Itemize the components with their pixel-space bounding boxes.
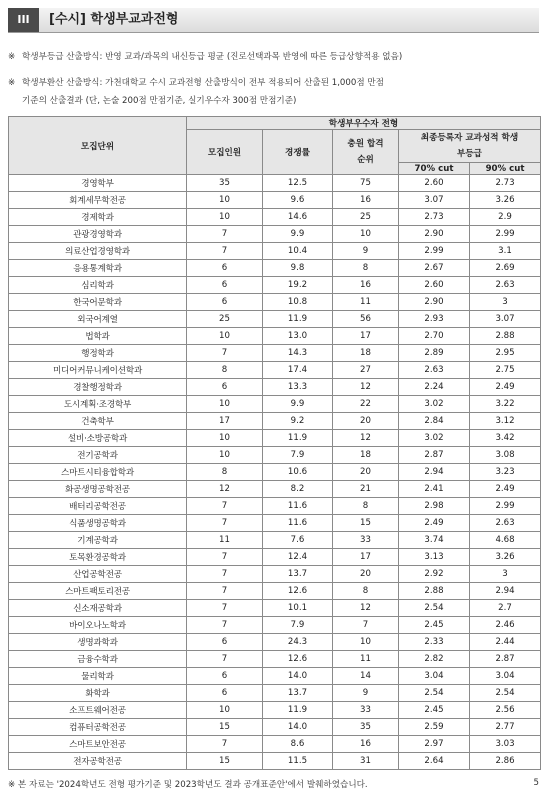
- admission-results-table: [8, 116, 541, 770]
- cell-quota: 6: [187, 277, 263, 294]
- cell-quota: 6: [187, 379, 263, 396]
- table-row: [9, 617, 541, 634]
- cell-competition: 19.2: [263, 277, 333, 294]
- table-row: [9, 328, 541, 345]
- cell-competition: 10.8: [263, 294, 333, 311]
- cell-70cut: 2.88: [399, 583, 470, 600]
- cell-90cut: 3.03: [470, 736, 541, 753]
- cell-unit: 법학과: [9, 328, 187, 345]
- cell-70cut: 2.45: [399, 617, 470, 634]
- section-title: [수시] 학생부교과전형: [49, 12, 179, 27]
- cell-waitlist: 33: [333, 702, 399, 719]
- cell-90cut: 2.54: [470, 685, 541, 702]
- note-mark: ※: [8, 78, 16, 88]
- table-row: [9, 498, 541, 515]
- cell-70cut: 2.98: [399, 498, 470, 515]
- cell-waitlist: 12: [333, 430, 399, 447]
- cell-unit: 심리학과: [9, 277, 187, 294]
- cell-90cut: 2.9: [470, 209, 541, 226]
- cell-70cut: 3.13: [399, 549, 470, 566]
- cell-competition: 9.9: [263, 226, 333, 243]
- cell-70cut: 2.92: [399, 566, 470, 583]
- cell-90cut: 2.86: [470, 753, 541, 770]
- cell-unit: 토목환경공학과: [9, 549, 187, 566]
- cell-90cut: 4.68: [470, 532, 541, 549]
- cell-90cut: 2.77: [470, 719, 541, 736]
- cell-competition: 8.6: [263, 736, 333, 753]
- cell-90cut: 2.99: [470, 498, 541, 515]
- cell-90cut: 2.87: [470, 651, 541, 668]
- table-row: [9, 702, 541, 719]
- table-row: [9, 379, 541, 396]
- cell-70cut: 2.24: [399, 379, 470, 396]
- cell-waitlist: 17: [333, 328, 399, 345]
- cell-90cut: 2.69: [470, 260, 541, 277]
- cell-quota: 6: [187, 634, 263, 651]
- cell-90cut: 2.56: [470, 702, 541, 719]
- cell-90cut: 2.49: [470, 481, 541, 498]
- cell-unit: 한국어문학과: [9, 294, 187, 311]
- cell-competition: 14.3: [263, 345, 333, 362]
- cell-70cut: 2.60: [399, 277, 470, 294]
- table-row: [9, 566, 541, 583]
- cell-waitlist: 11: [333, 651, 399, 668]
- note-text: 학생부환산 산출방식: 가천대학교 수시 교과전형 산출방식이 전부 적용되어 산출된 1,000점 만점: [22, 78, 384, 88]
- cell-competition: 17.4: [263, 362, 333, 379]
- cell-quota: 6: [187, 668, 263, 685]
- table-row: [9, 719, 541, 736]
- cell-90cut: 2.44: [470, 634, 541, 651]
- table-row: [9, 481, 541, 498]
- cell-waitlist: 33: [333, 532, 399, 549]
- col-header-competition: 경쟁률: [263, 130, 333, 175]
- cell-competition: 11.9: [263, 311, 333, 328]
- cell-waitlist: 17: [333, 549, 399, 566]
- cell-waitlist: 16: [333, 277, 399, 294]
- cell-70cut: 2.82: [399, 651, 470, 668]
- note-score-method: [8, 76, 384, 90]
- cell-70cut: 2.49: [399, 515, 470, 532]
- cell-competition: 12.4: [263, 549, 333, 566]
- cell-90cut: 3.12: [470, 413, 541, 430]
- page-number: 5: [533, 778, 539, 788]
- cell-90cut: 2.99: [470, 226, 541, 243]
- cell-waitlist: 11: [333, 294, 399, 311]
- cell-unit: 스마트팩토리전공: [9, 583, 187, 600]
- cell-unit: 금융수학과: [9, 651, 187, 668]
- cell-unit: 건축학부: [9, 413, 187, 430]
- cell-90cut: 3.07: [470, 311, 541, 328]
- cell-70cut: 2.33: [399, 634, 470, 651]
- cell-competition: 10.1: [263, 600, 333, 617]
- cell-90cut: 3.26: [470, 192, 541, 209]
- note-score-method-cont: [8, 94, 296, 108]
- cell-unit: 경제학과: [9, 209, 187, 226]
- note-text: 학생부등급 산출방식: 반영 교과/과목의 내신등급 평균 (진로선택과목 반영에 따른 등급상향적용 없음): [22, 52, 403, 62]
- cell-competition: 13.7: [263, 566, 333, 583]
- cell-waitlist: 16: [333, 736, 399, 753]
- cell-waitlist: 12: [333, 600, 399, 617]
- cell-90cut: 2.73: [470, 175, 541, 192]
- cell-competition: 13.7: [263, 685, 333, 702]
- cell-70cut: 2.54: [399, 685, 470, 702]
- cell-competition: 12.5: [263, 175, 333, 192]
- cell-competition: 12.6: [263, 651, 333, 668]
- table-row: [9, 532, 541, 549]
- col-header-group: 학생부우수자 전형: [187, 117, 541, 130]
- cell-unit: 소프트웨어전공: [9, 702, 187, 719]
- cell-competition: 11.6: [263, 515, 333, 532]
- cell-competition: 8.2: [263, 481, 333, 498]
- cell-70cut: 3.02: [399, 396, 470, 413]
- cell-unit: 스마트보안전공: [9, 736, 187, 753]
- cell-waitlist: 10: [333, 226, 399, 243]
- cell-unit: 배터리공학전공: [9, 498, 187, 515]
- table-row: [9, 583, 541, 600]
- cell-waitlist: 27: [333, 362, 399, 379]
- section-number: III: [8, 8, 39, 32]
- cell-90cut: 3.26: [470, 549, 541, 566]
- cell-unit: 행정학과: [9, 345, 187, 362]
- cell-quota: 25: [187, 311, 263, 328]
- cell-quota: 6: [187, 260, 263, 277]
- cell-unit: 생명과학과: [9, 634, 187, 651]
- table-row: [9, 277, 541, 294]
- cell-quota: 7: [187, 566, 263, 583]
- table-row: [9, 175, 541, 192]
- cell-competition: 11.9: [263, 702, 333, 719]
- cell-90cut: 2.63: [470, 277, 541, 294]
- table-row: [9, 736, 541, 753]
- cell-90cut: 3.1: [470, 243, 541, 260]
- table-row: [9, 294, 541, 311]
- cell-quota: 10: [187, 702, 263, 719]
- cell-70cut: 3.04: [399, 668, 470, 685]
- cell-quota: 8: [187, 464, 263, 481]
- cell-quota: 10: [187, 192, 263, 209]
- table-row: [9, 430, 541, 447]
- cell-waitlist: 21: [333, 481, 399, 498]
- cell-70cut: 2.84: [399, 413, 470, 430]
- cell-competition: 10.6: [263, 464, 333, 481]
- cell-waitlist: 35: [333, 719, 399, 736]
- note-grade-method: [8, 50, 402, 64]
- cell-waitlist: 8: [333, 260, 399, 277]
- table-row: [9, 685, 541, 702]
- cell-70cut: 2.67: [399, 260, 470, 277]
- cell-unit: 컴퓨터공학전공: [9, 719, 187, 736]
- cell-quota: 8: [187, 362, 263, 379]
- cell-unit: 설비·소방공학과: [9, 430, 187, 447]
- table-row: [9, 634, 541, 651]
- cell-quota: 7: [187, 583, 263, 600]
- cell-competition: 7.9: [263, 617, 333, 634]
- table-row: [9, 651, 541, 668]
- cell-quota: 6: [187, 294, 263, 311]
- cell-unit: 외국어계열: [9, 311, 187, 328]
- cell-90cut: 3: [470, 566, 541, 583]
- cell-70cut: 2.59: [399, 719, 470, 736]
- cell-70cut: 2.41: [399, 481, 470, 498]
- cell-competition: 11.5: [263, 753, 333, 770]
- cell-70cut: 2.63: [399, 362, 470, 379]
- cell-quota: 7: [187, 600, 263, 617]
- cell-waitlist: 20: [333, 464, 399, 481]
- cell-waitlist: 18: [333, 447, 399, 464]
- cell-waitlist: 25: [333, 209, 399, 226]
- cell-quota: 10: [187, 396, 263, 413]
- cell-competition: 9.8: [263, 260, 333, 277]
- cell-waitlist: 75: [333, 175, 399, 192]
- cell-90cut: 2.94: [470, 583, 541, 600]
- cell-70cut: 2.93: [399, 311, 470, 328]
- cell-quota: 7: [187, 736, 263, 753]
- table-row: [9, 447, 541, 464]
- cell-90cut: 3.04: [470, 668, 541, 685]
- cell-70cut: 2.45: [399, 702, 470, 719]
- cell-competition: 9.6: [263, 192, 333, 209]
- cell-unit: 물리학과: [9, 668, 187, 685]
- cell-competition: 7.9: [263, 447, 333, 464]
- section-header: [8, 8, 539, 33]
- cell-quota: 10: [187, 209, 263, 226]
- cell-competition: 14.0: [263, 668, 333, 685]
- table-body: [9, 175, 541, 770]
- cell-quota: 15: [187, 753, 263, 770]
- cell-quota: 10: [187, 447, 263, 464]
- cell-70cut: 2.64: [399, 753, 470, 770]
- cell-quota: 7: [187, 498, 263, 515]
- cell-70cut: 2.73: [399, 209, 470, 226]
- cell-competition: 13.0: [263, 328, 333, 345]
- cell-quota: 7: [187, 515, 263, 532]
- col-header-waitlist: 충원 합격 순위: [333, 130, 399, 175]
- cell-unit: 전기공학과: [9, 447, 187, 464]
- col-header-quota: 모집인원: [187, 130, 263, 175]
- cell-waitlist: 15: [333, 515, 399, 532]
- cell-70cut: 3.07: [399, 192, 470, 209]
- cell-unit: 회계세무학전공: [9, 192, 187, 209]
- cell-waitlist: 20: [333, 413, 399, 430]
- cell-70cut: 2.70: [399, 328, 470, 345]
- cell-quota: 7: [187, 345, 263, 362]
- cell-70cut: 2.97: [399, 736, 470, 753]
- cell-competition: 12.6: [263, 583, 333, 600]
- table-row: [9, 396, 541, 413]
- cell-unit: 산업공학전공: [9, 566, 187, 583]
- cell-70cut: 2.90: [399, 294, 470, 311]
- table-row: [9, 192, 541, 209]
- table-row: [9, 600, 541, 617]
- table-row: [9, 362, 541, 379]
- cell-unit: 바이오나노학과: [9, 617, 187, 634]
- cell-competition: 9.2: [263, 413, 333, 430]
- cell-unit: 전자공학전공: [9, 753, 187, 770]
- cell-90cut: 3.42: [470, 430, 541, 447]
- cell-70cut: 2.89: [399, 345, 470, 362]
- cell-90cut: 2.49: [470, 379, 541, 396]
- cell-70cut: 2.94: [399, 464, 470, 481]
- cell-waitlist: 8: [333, 498, 399, 515]
- cell-waitlist: 9: [333, 685, 399, 702]
- col-header-unit: 모집단위: [9, 117, 187, 175]
- cell-unit: 경영학부: [9, 175, 187, 192]
- table-row: [9, 345, 541, 362]
- cell-90cut: 2.46: [470, 617, 541, 634]
- cell-unit: 식품생명공학과: [9, 515, 187, 532]
- footer-note: ※ 본 자료는 '2024학년도 전형 평가기준 및 2023학년도 결과 공개표준안'에서 발췌하였습니다.: [8, 780, 368, 790]
- cell-90cut: 2.95: [470, 345, 541, 362]
- cell-unit: 경찰행정학과: [9, 379, 187, 396]
- cell-quota: 7: [187, 549, 263, 566]
- cell-waitlist: 31: [333, 753, 399, 770]
- cell-waitlist: 7: [333, 617, 399, 634]
- cell-90cut: 2.63: [470, 515, 541, 532]
- cell-competition: 10.4: [263, 243, 333, 260]
- table-row: [9, 464, 541, 481]
- cell-quota: 7: [187, 243, 263, 260]
- cell-unit: 신소재공학과: [9, 600, 187, 617]
- cell-quota: 6: [187, 685, 263, 702]
- cell-unit: 관광경영학과: [9, 226, 187, 243]
- cell-unit: 도시계획·조경학부: [9, 396, 187, 413]
- cell-70cut: 2.60: [399, 175, 470, 192]
- cell-waitlist: 18: [333, 345, 399, 362]
- cell-unit: 미디어커뮤니케이션학과: [9, 362, 187, 379]
- cell-quota: 15: [187, 719, 263, 736]
- cell-waitlist: 16: [333, 192, 399, 209]
- cell-unit: 화공생명공학전공: [9, 481, 187, 498]
- table-row: [9, 549, 541, 566]
- cell-90cut: 3.08: [470, 447, 541, 464]
- table-row: [9, 243, 541, 260]
- cell-waitlist: 8: [333, 583, 399, 600]
- cell-unit: 스마트시티융합학과: [9, 464, 187, 481]
- col-header-70cut: 70% cut: [399, 163, 470, 175]
- table-row: [9, 226, 541, 243]
- cell-quota: 17: [187, 413, 263, 430]
- col-header-90cut: 90% cut: [470, 163, 541, 175]
- table-row: [9, 668, 541, 685]
- table-row: [9, 209, 541, 226]
- cell-unit: 화학과: [9, 685, 187, 702]
- cell-competition: 14.0: [263, 719, 333, 736]
- cell-competition: 11.6: [263, 498, 333, 515]
- cell-quota: 7: [187, 617, 263, 634]
- table-row: [9, 753, 541, 770]
- cell-unit: 기계공학과: [9, 532, 187, 549]
- cell-70cut: 2.99: [399, 243, 470, 260]
- cell-unit: 의료산업경영학과: [9, 243, 187, 260]
- cell-competition: 7.6: [263, 532, 333, 549]
- table-row: [9, 515, 541, 532]
- cell-70cut: 3.02: [399, 430, 470, 447]
- table-row: [9, 260, 541, 277]
- cell-quota: 11: [187, 532, 263, 549]
- cell-unit: 응용통계학과: [9, 260, 187, 277]
- cell-waitlist: 20: [333, 566, 399, 583]
- col-header-grade-group: 최종등록자 교과성적 학생부등급: [399, 130, 541, 163]
- cell-quota: 10: [187, 430, 263, 447]
- cell-competition: 13.3: [263, 379, 333, 396]
- cell-competition: 9.9: [263, 396, 333, 413]
- cell-competition: 11.9: [263, 430, 333, 447]
- cell-waitlist: 14: [333, 668, 399, 685]
- cell-waitlist: 12: [333, 379, 399, 396]
- table-row: [9, 413, 541, 430]
- cell-waitlist: 10: [333, 634, 399, 651]
- cell-90cut: 3: [470, 294, 541, 311]
- note-mark: ※: [8, 52, 16, 62]
- cell-90cut: 3.23: [470, 464, 541, 481]
- cell-waitlist: 22: [333, 396, 399, 413]
- cell-70cut: 2.90: [399, 226, 470, 243]
- cell-quota: 10: [187, 328, 263, 345]
- cell-quota: 7: [187, 226, 263, 243]
- cell-70cut: 2.87: [399, 447, 470, 464]
- cell-90cut: 2.7: [470, 600, 541, 617]
- cell-waitlist: 56: [333, 311, 399, 328]
- cell-quota: 7: [187, 651, 263, 668]
- note-text: 기준의 산출결과 (단, 논술 200점 만점기준, 실기우수자 300점 만점기준): [22, 96, 297, 106]
- cell-quota: 35: [187, 175, 263, 192]
- cell-competition: 14.6: [263, 209, 333, 226]
- cell-competition: 24.3: [263, 634, 333, 651]
- cell-quota: 12: [187, 481, 263, 498]
- cell-90cut: 2.88: [470, 328, 541, 345]
- cell-70cut: 3.74: [399, 532, 470, 549]
- cell-90cut: 3.22: [470, 396, 541, 413]
- cell-waitlist: 9: [333, 243, 399, 260]
- cell-70cut: 2.54: [399, 600, 470, 617]
- cell-90cut: 2.75: [470, 362, 541, 379]
- table-row: [9, 311, 541, 328]
